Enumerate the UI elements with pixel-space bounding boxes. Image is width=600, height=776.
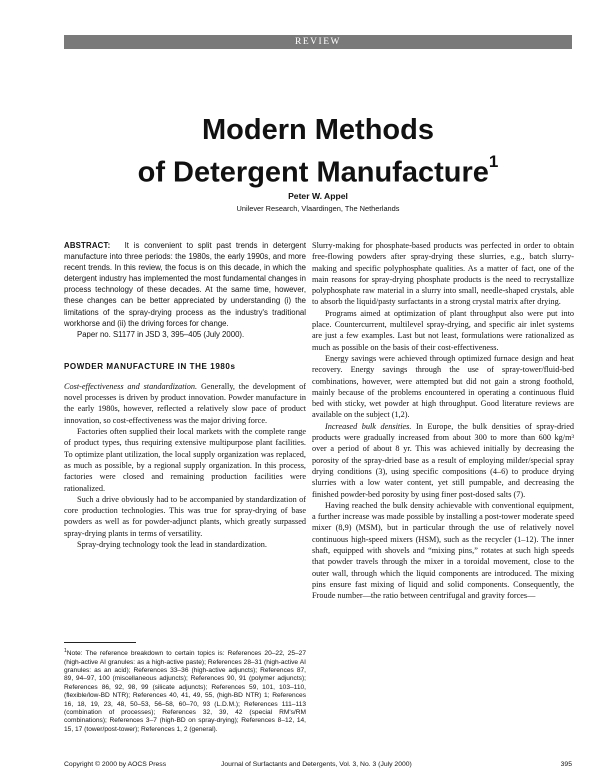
article-title (64, 113, 572, 191)
paragraph-lead: Cost-effectiveness and standardization. (64, 381, 198, 391)
right-column (312, 240, 574, 602)
copyright: Copyright © 2000 by AOCS Press (64, 761, 167, 768)
footnote-rule (64, 642, 136, 643)
paper-number: Paper no. S1177 in JSD 3, 395–405 (July 2000). (77, 329, 245, 339)
review-banner (64, 35, 572, 49)
body-paragraph: Such a drive obviously had to be accompanied by standardization of core production technologies. This was true for spray-drying of base powders as well as for powder-adjunct plants, which greatly surpassed spray-drying plants in terms of versatility. (64, 494, 306, 538)
abstract (64, 240, 306, 329)
paragraph-text: In Europe, the bulk densities of spray-dried products were gradually increased from about 300 to more than 600 kg/m³ over a period of about 8 yr. This was achieved initially by decreasing the porosity of the spray-dried base as a result of employing milder/special spray drying conditions (3), using specific compositions (4–6) to produce drying slurries with a low water content, yet still pumpable, and decreasing the finished powder-bed porosity by using finer post-dosed salts (7). (312, 421, 574, 499)
author-affiliation: Unilever Research, Vlaardingen, The Netherlands (236, 204, 400, 213)
section-label: REVIEW (295, 37, 341, 47)
paragraph-text: Generally, the development of novel processes is driven by product innovation. Powder manufacture in the early 1980s, however, reflected a relatively slow pace of product innovation, so cost-effectiveness was the major driving force. (64, 381, 306, 425)
body-paragraph: Programs aimed at optimization of plant throughput also were put into place. Countercurrent, multilevel spray-drying, and specific air inlet systems are just a few examples. Last but not least, formulations were rationalized as much as possible on the basis of their cost-effectiveness. (312, 308, 574, 352)
title-line-2 (64, 148, 572, 191)
title-line-1: Modern Methods (202, 114, 434, 146)
footnote-mark: 1 (64, 648, 67, 654)
title-line-2-text: of Detergent Manufacture (137, 156, 489, 189)
paragraph-lead: Increased bulk densities. (325, 421, 412, 431)
body-paragraph: Factories often supplied their local markets with the complete range of product types, thus requiring extensive multipurpose plant facilities. To optimize plant utilization, the local supply organization was replaced, as much as possible, by a regional supply organization. In this process, factories were closed and remaining production facilities were rationalized. (64, 427, 306, 493)
section-heading: POWDER MANUFACTURE IN THE 1980s (64, 361, 236, 371)
page-number: 395 (560, 761, 572, 768)
left-column (64, 240, 306, 550)
footnote-text: Note: The reference breakdown to certain topics is: References 20–22, 25–27 (high-active AI granules: as a high-active paste); References 28–31 (high-active AI granules: as an acid); References 33–36 (high-active adjuncts); References 87, 89, 94–97, 100 (miscellaneous adjuncts); References 90, 91 (polymer adjuncts); References 86, 92, 98, 99 (silicate adjuncts); References 59, 101, 103–110, (flexible/low-BD NTR); References 40, 41, 49, 55, (high-BD NTR) 1; References 16, 18, 19, 23, 48, 50–53, 56–58, 60–70, 93 (L.D.M.); References 111–113 (combination of processes); References 32, 39, 42 (special RM's/RM combinations); References 3–7 (high-BD on spray-drying); References 8–12, 14, 15, 17 (tower/post-tower); References 1, 2 (general). (64, 650, 306, 733)
body-paragraph: Spray-drying technology took the lead in standardization. (77, 540, 267, 549)
abstract-label: ABSTRACT: (64, 241, 111, 250)
author-name: Peter W. Appel (288, 191, 348, 201)
journal-citation: Journal of Surfactants and Detergents, Vol. 3, No. 3 (July 2000) (221, 761, 412, 768)
body-paragraph (64, 381, 306, 426)
footnote (64, 647, 306, 734)
body-paragraph: Having reached the bulk density achievable with conventional equipment, a further increase was made possible by installing a post-tower moderate speed mixer (8,9) (MSM), but in particular through the use of relatively novel continuous high-speed mixers (HSM), such as the recycler (1–12). The inner shaft, equipped with shovels and “mixing pins,” rotates at such high speeds that powder travels through the mixer in a toroidal movement, close to the outer wall, through which the liquid components are introduced. The mixing pins ensure fast mixing of liquid and solid components. Consequently, the Froude number—the ratio between centrifugal and gravity forces— (312, 500, 574, 601)
abstract-text: It is convenient to split past trends in detergent manufacture into three periods: the 1980s, the early 1990s, and more recent trends. In this review, the focus is on this decade, in which the detergent industry has implemented the most fundamental changes in process technology of these decades. At the same time, however, these changes can be better appreciated by understanding (i) the limitations of the spray-drying process as the industry's traditional workhorse and (ii) the driving forces for change. (64, 241, 307, 328)
body-paragraph: Slurry-making for phosphate-based products was perfected in order to obtain free-flowing powders after spray-drying these slurries, e.g., batch slurry-making and specific polyphosphate qualities. As a matter of fact, one of the main reasons for spray-drying phosphate products is the need to recrystallize polyphosphate raw material in a slurry into small, needle-shaped crystals, able to absorb the liquid/pasty surfactants in a strong crystal matrix after drying. (312, 241, 574, 307)
body-paragraph: Energy savings were achieved through optimized furnace design and heat recovery. Energy savings through the use of spray-tower/fluid-bed combinations, however, were attempted but did not gain a strong foothold, mainly because of the problems encountered in operating a continuous fluid bed with sticky, wet powder at high throughput. Good literature reviews are available on the subject (1,2). (312, 353, 574, 420)
title-footnote-mark: 1 (488, 152, 499, 171)
body-paragraph (312, 421, 574, 500)
